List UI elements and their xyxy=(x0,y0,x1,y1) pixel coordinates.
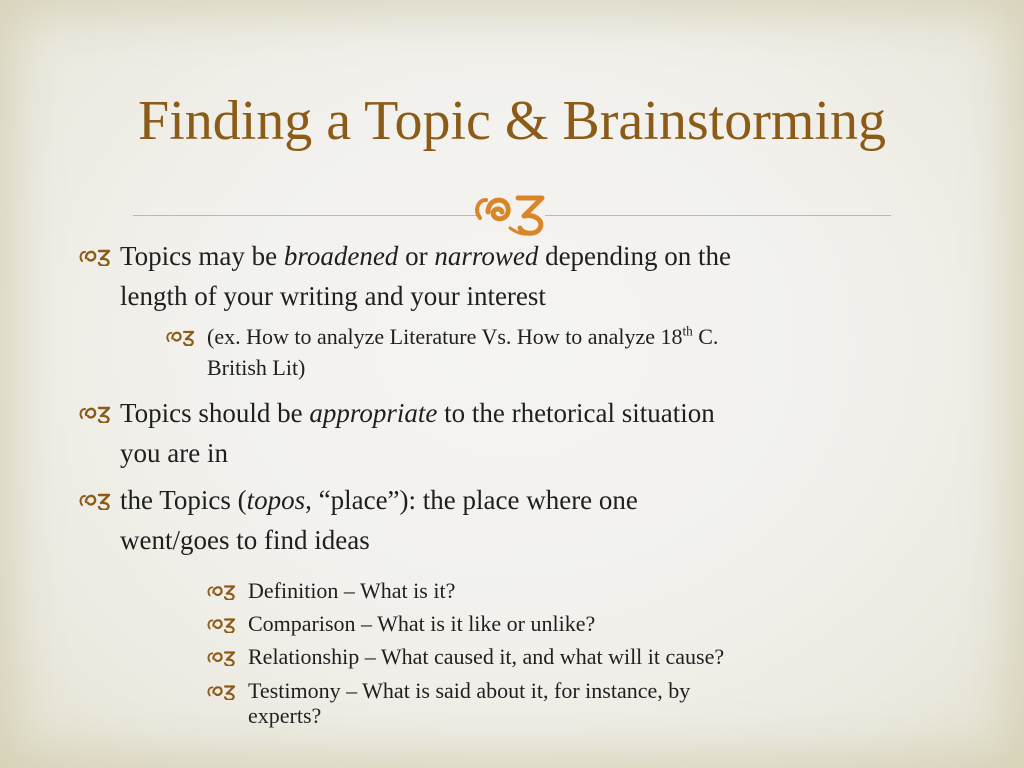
bullet-text-continued: length of your writing and your interest xyxy=(120,281,546,311)
curl-bullet-icon xyxy=(78,490,111,510)
title-divider-right xyxy=(545,215,891,216)
curl-bullet-icon xyxy=(78,403,111,423)
bullet-text-continued: you are in xyxy=(120,438,228,468)
bullet-text: Topics should be appropriate to the rhetorical situation xyxy=(120,398,715,428)
bullet-text: Topics may be broadened or narrowed depending on the xyxy=(120,241,732,271)
bullet-item xyxy=(78,236,958,316)
bullet-text-continued: went/goes to find ideas xyxy=(120,525,370,555)
curl-bullet-icon xyxy=(206,648,236,666)
topic-text: Relationship – What caused it, and what will it cause? xyxy=(248,644,725,669)
title-divider-left xyxy=(133,215,478,216)
example-sub-bullet xyxy=(165,322,925,384)
slide-title: Finding a Topic & Brainstorming xyxy=(138,90,886,152)
topic-list-item xyxy=(206,644,946,670)
bullet-item xyxy=(78,393,958,473)
bullet-item xyxy=(78,480,958,560)
topic-text: Testimony – What is said about it, for instance, by xyxy=(248,678,691,703)
topic-text-continued: experts? xyxy=(248,703,322,728)
topic-list-item xyxy=(206,578,946,604)
ornament-flourish-icon xyxy=(470,188,554,238)
topic-text: Comparison – What is it like or unlike? xyxy=(248,611,596,636)
curl-bullet-icon xyxy=(206,582,236,600)
topic-text: Definition – What is it? xyxy=(248,578,456,603)
topic-list-item xyxy=(206,678,946,730)
example-text: (ex. How to analyze Literature Vs. How to analyze 18th C. xyxy=(207,323,719,349)
curl-bullet-icon xyxy=(206,682,236,700)
curl-bullet-icon xyxy=(206,615,236,633)
topic-list-item xyxy=(206,611,946,637)
curl-bullet-icon xyxy=(165,327,195,346)
example-text-continued: British Lit) xyxy=(207,355,306,380)
curl-bullet-icon xyxy=(78,246,111,266)
bullet-text: the Topics (topos, “place”): the place where one xyxy=(120,485,638,515)
